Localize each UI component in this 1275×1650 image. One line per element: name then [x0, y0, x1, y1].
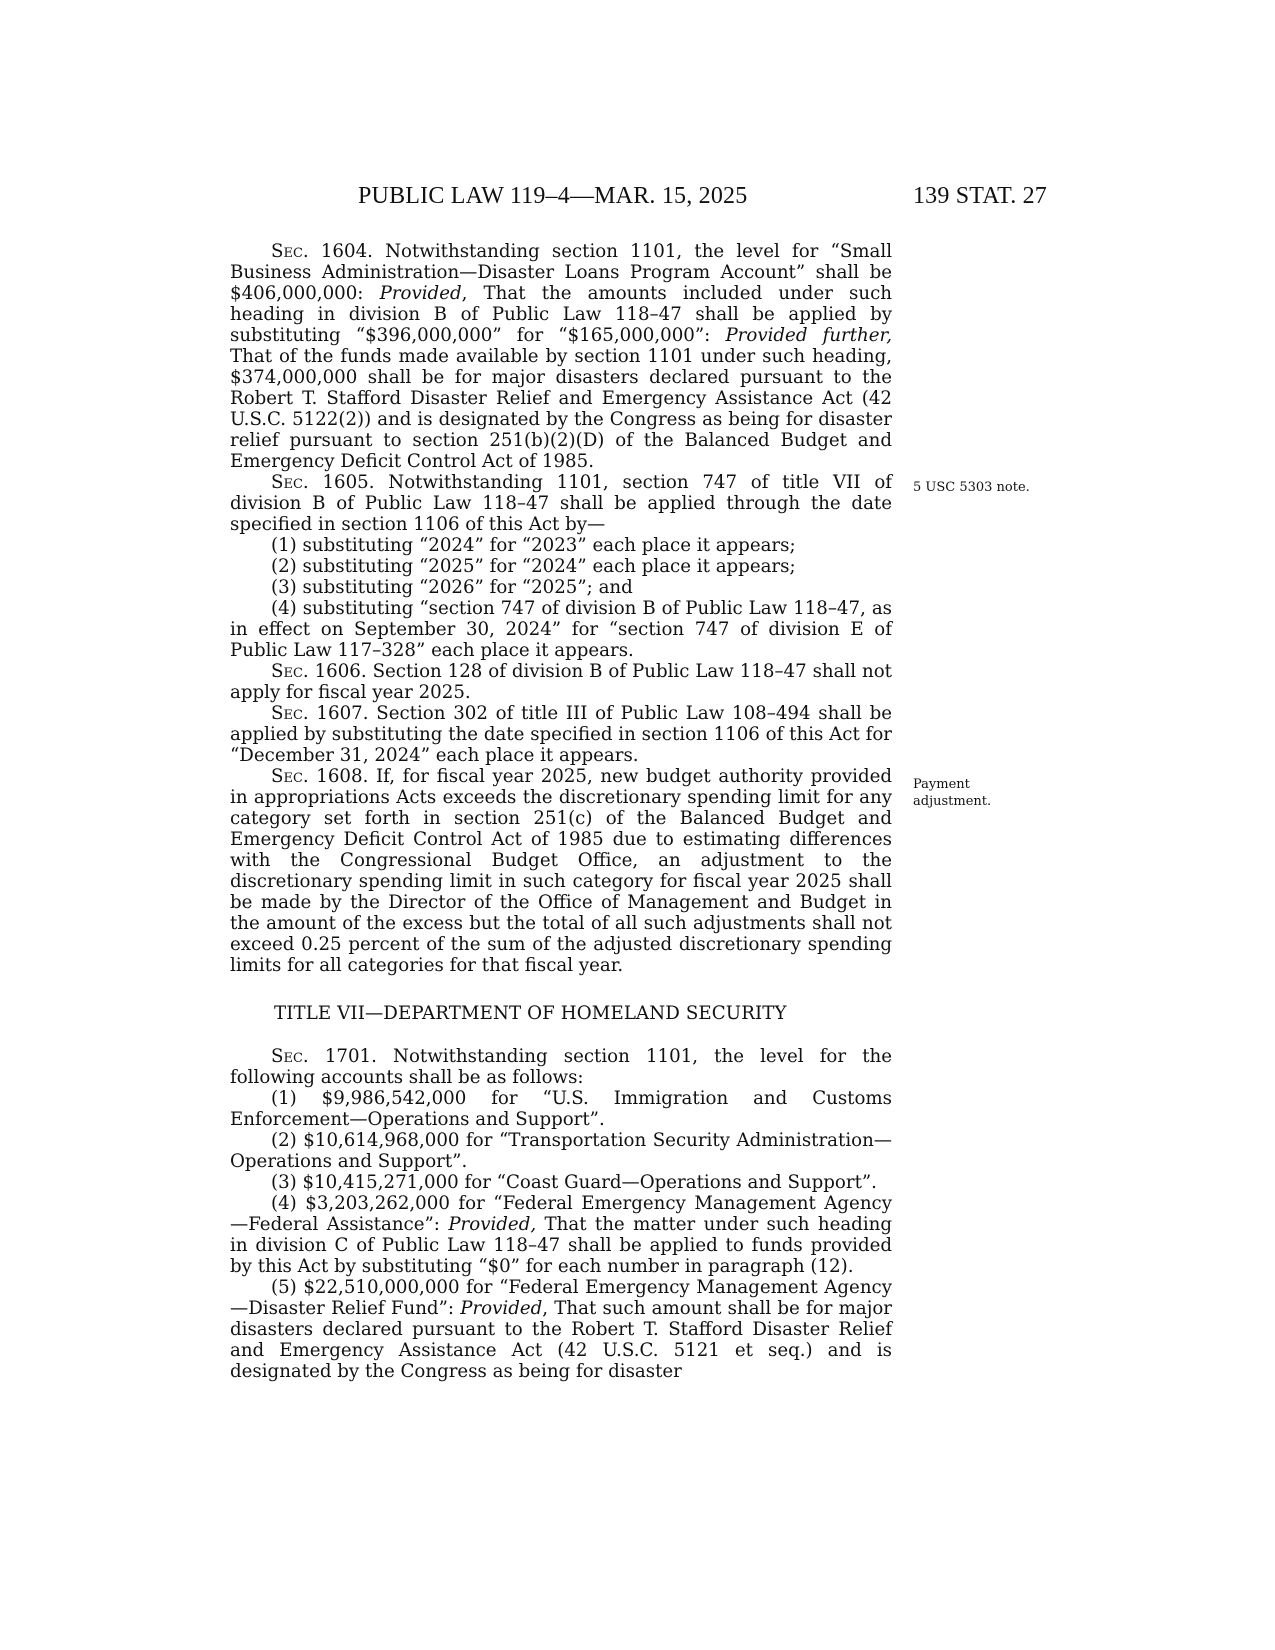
section-label: Sec. 1605.	[271, 472, 375, 493]
list-item: (1) $9,986,542,000 for “U.S. Immigration and Customs Enforcement—Operations and Support”.	[230, 1088, 892, 1130]
section-label: Sec. 1606.	[271, 661, 367, 682]
list-item: (3) $10,415,271,000 for “Coast Guard—Operations and Support”.	[271, 1172, 877, 1193]
section-1607: Sec. 1607. Section 302 of title III of Public Law 108–494 shall be applied by substituting the date specified in section 1106 of this Act for “December 31, 2024” each place it appears.	[230, 703, 892, 766]
section-label: Sec. 1607.	[271, 703, 369, 724]
margin-note-payment-adjustment: Payment adjustment.	[913, 777, 992, 809]
list-item: (2) substituting “2025” for “2024” each place it appears;	[271, 556, 796, 577]
list-item: (2) $10,614,968,000 for “Transportation Security Administration—Operations and Support”.	[230, 1130, 892, 1172]
section-1605: Sec. 1605. Notwithstanding 1101, section 747 of title VII of division B of Public Law 118–47 shall be applied through the date specified in section 1106 of this Act by—	[230, 472, 892, 535]
section-label: Sec. 1701.	[271, 1046, 377, 1067]
section-label: Sec. 1608.	[271, 766, 369, 787]
list-item: (1) substituting “2024” for “2023” each place it appears;	[271, 535, 796, 556]
section-1608: Sec. 1608. If, for fiscal year 2025, new budget authority provided in appropriations Acts exceeds the discretionary spending limit for any category set forth in section 251(c) of the Balanced Budget and Emergency Deficit Control Act of 1985 due to estimating differences with the Congressional Budget Office, an adjustment to the discretionary spending limit in such category for fiscal year 2025 shall be made by the Director of the Office of Management and Budget in the amount of the excess but the total of all such adjustments shall not exceed 0.25 percent of the sum of the adjusted discretionary spending limits for all categories for that fiscal year.	[230, 766, 893, 976]
list-item: (5) $22,510,000,000 for “Federal Emergency Management Agency—Disaster Relief Fund”: Provided, That such amount shall be for major disasters declared pursuant to the Robert T. Stafford Disaster Relief and Emergency Assistance Act (42 U.S.C. 5121 et seq.) and is designated by the Congress as being for disaster	[230, 1277, 892, 1382]
section-1701: Sec. 1701. Notwithstanding section 1101, the level for the following accounts shall be as follows:	[230, 1046, 892, 1088]
section-1604: Sec. 1604. Notwithstanding section 1101, the level for “Small Business Administration—Disaster Loans Program Account” shall be $406,000,000: Provided, That the amounts included under such heading in division B of Public Law 118–47 shall be applied by substituting “$396,000,000” for “$165,000,000”: Provided further, That of the funds made available by section 1101 under such heading, $374,000,000 shall be for major disasters declared pursuant to the Robert T. Stafford Disaster Relief and Emergency Assistance Act (42 U.S.C. 5122(2)) and is designated by the Congress as being for disaster relief pursuant to section 251(b)(2)(D) of the Balanced Budget and Emergency Deficit Control Act of 1985.	[230, 241, 893, 472]
section-1606: Sec. 1606. Section 128 of division B of Public Law 118–47 shall not apply for fiscal year 2025.	[230, 661, 892, 703]
running-header-title: PUBLIC LAW 119–4—MAR. 15, 2025	[358, 183, 748, 209]
list-item: (4) substituting “section 747 of division B of Public Law 118–47, as in effect on September 30, 2024” for “section 747 of division E of Public Law 117–328” each place it appears.	[230, 598, 892, 661]
title-heading: TITLE VII—DEPARTMENT OF HOMELAND SECURITY	[274, 1003, 787, 1024]
list-item: (4) $3,203,262,000 for “Federal Emergency Management Agency—Federal Assistance”: Provided, That the matter under such heading in division C of Public Law 118–47 shall be applied to funds provided by this Act by substituting “$0” for each number in paragraph (12).	[230, 1193, 893, 1277]
page-number: 139 STAT. 27	[912, 183, 1047, 209]
section-label: Sec. 1604.	[271, 241, 373, 262]
list-item: (3) substituting “2026” for “2025”; and	[271, 577, 633, 598]
document-body	[230, 241, 892, 1382]
margin-note-usc: 5 USC 5303 note.	[913, 480, 1030, 495]
